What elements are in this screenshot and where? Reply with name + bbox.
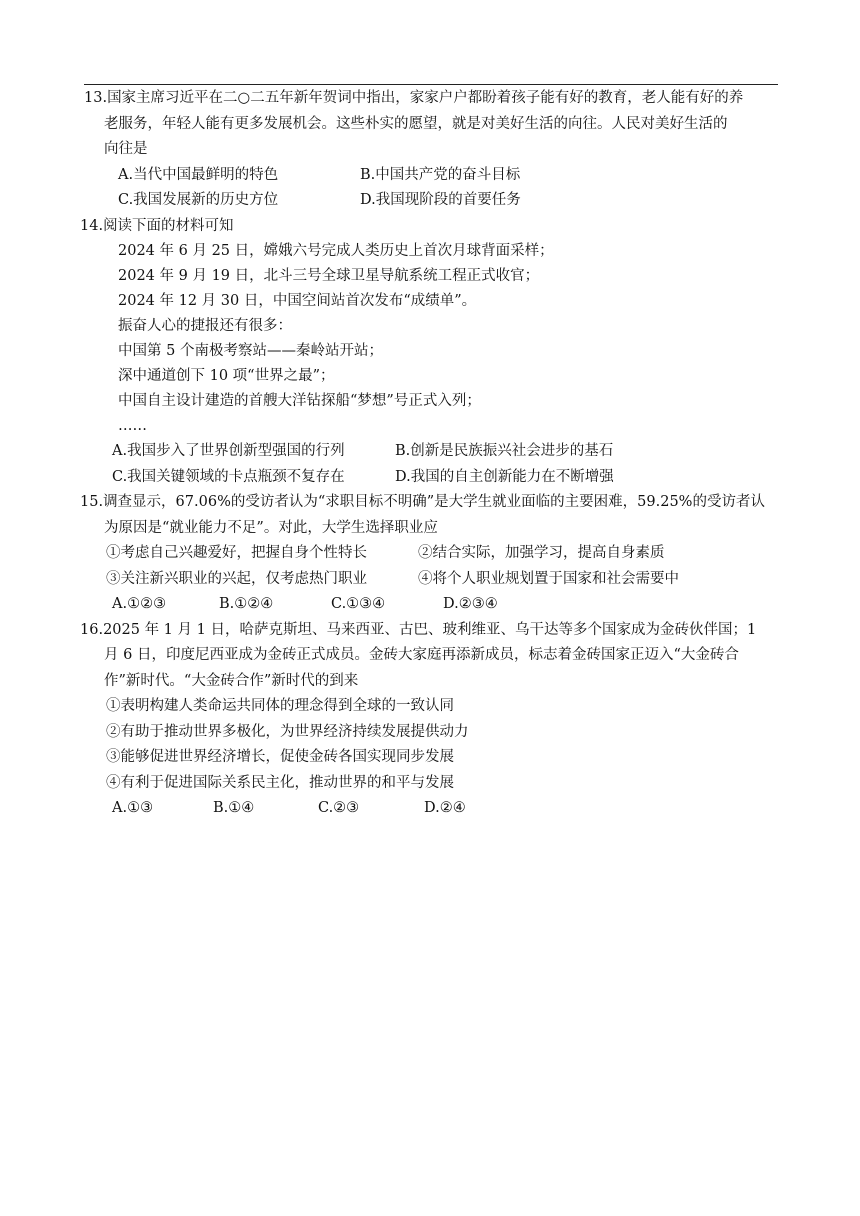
question-number: 13. xyxy=(84,90,108,106)
option-c[interactable]: C.我国关键领域的卡点瓶颈不复存在 xyxy=(112,468,345,485)
question-13-options-row-2 xyxy=(84,188,784,214)
question-13-line-3: 向往是 xyxy=(104,141,148,157)
question-15 xyxy=(80,490,784,618)
question-text: 国家主席习近平在二○二五年新年贺词中指出，家家户户都盼着孩子能有好的教育，老人能有好的养 xyxy=(107,90,744,106)
option-a[interactable]: A.①②③ xyxy=(112,596,167,612)
question-14-options-row-2 xyxy=(84,465,784,491)
option-c[interactable]: C.我国发展新的历史方位 xyxy=(118,192,279,208)
question-16 xyxy=(80,618,784,822)
option-d[interactable]: D.我国现阶段的首要任务 xyxy=(360,192,521,208)
option-c[interactable]: C.①③④ xyxy=(331,596,386,612)
material-line-4: 振奋人心的捷报还有很多： xyxy=(118,318,292,334)
question-text: 阅读下面的材料可知 xyxy=(103,217,234,234)
question-13-line-1 xyxy=(84,86,784,112)
option-b[interactable]: B.①④ xyxy=(213,800,255,816)
question-14 xyxy=(80,214,784,491)
question-13-options-row-1 xyxy=(84,163,784,189)
question-14-options-row-1 xyxy=(84,439,784,465)
question-15-line-1 xyxy=(80,490,784,516)
question-15-statements-row-2 xyxy=(84,567,784,593)
question-14-line-1 xyxy=(80,214,784,240)
question-16-line-2: 月 6 日，印度尼西亚成为金砖正式成员。金砖大家庭再添新成员，标志着金砖国家正迈入“大金砖合 xyxy=(104,647,739,663)
statement-1: ①考虑自己兴趣爱好，把握自身个性特长 xyxy=(106,545,367,561)
option-b[interactable]: B.中国共产党的奋斗目标 xyxy=(360,166,521,183)
question-number: 15. xyxy=(80,494,104,510)
question-16-options xyxy=(84,796,784,822)
material-line-1: 2024 年 6 月 25 日，嫦娥六号完成人类历史上首次月球背面采样； xyxy=(118,243,554,259)
option-b[interactable]: B.创新是民族振兴社会进步的基石 xyxy=(395,443,614,459)
statement-2: ②有助于推动世界多极化，为世界经济持续发展提供动力 xyxy=(106,723,469,740)
option-a[interactable]: A.我国步入了世界创新型强国的行列 xyxy=(112,443,345,459)
option-b[interactable]: B.①②④ xyxy=(219,596,274,612)
material-line-7: 中国自主设计建造的首艘大洋钻探船“梦想”号正式入列； xyxy=(118,393,481,409)
statement-3: ③能够促进世界经济增长，促使金砖各国实现同步发展 xyxy=(106,749,454,765)
question-15-options xyxy=(84,592,784,618)
option-d[interactable]: D.我国的自主创新能力在不断增强 xyxy=(395,468,614,485)
statement-4: ④将个人职业规划置于国家和社会需要中 xyxy=(418,570,679,587)
material-line-3: 2024 年 12 月 30 日，中国空间站首次发布“成绩单”。 xyxy=(118,293,477,309)
question-13 xyxy=(84,86,784,214)
option-d[interactable]: D.②③④ xyxy=(443,596,498,612)
statement-2: ②结合实际，加强学习，提高自身素质 xyxy=(418,545,665,561)
statement-3: ③关注新兴职业的兴起，仅考虑热门职业 xyxy=(106,570,367,587)
question-text: 调查显示，67.06%的受访者认为“求职目标不明确”是大学生就业面临的主要困难，59.25%的受访者认 xyxy=(103,494,765,510)
question-number: 14. xyxy=(80,217,104,234)
statement-4: ④有利于促进国际关系民主化，推动世界的和平与发展 xyxy=(106,774,454,791)
question-13-line-2: 老服务，年轻人能有更多发展机会。这些朴实的愿望，就是对美好生活的向往。人民对美好生活的 xyxy=(104,115,728,132)
material-line-8: …… xyxy=(118,418,147,434)
material-line-5: 中国第 5 个南极考察站——秦岭站开站； xyxy=(118,343,383,359)
option-c[interactable]: C.②③ xyxy=(318,800,360,816)
question-16-line-3: 作”新时代。“大金砖合作”新时代的到来 xyxy=(104,672,359,689)
header-rule xyxy=(84,84,778,85)
question-text: 2025 年 1 月 1 日，哈萨克斯坦、马来西亚、古巴、玻利维亚、乌干达等多个国家成为金砖伙伴国；1 xyxy=(103,621,757,638)
question-15-statements-row-1 xyxy=(84,541,784,567)
question-number: 16. xyxy=(80,621,104,638)
statement-1: ①表明构建人类命运共同体的理念得到全球的一致认同 xyxy=(106,698,454,714)
material-line-2: 2024 年 9 月 19 日，北斗三号全球卫星导航系统工程正式收官； xyxy=(118,268,540,284)
option-a[interactable]: A.①③ xyxy=(112,800,154,816)
question-16-line-1 xyxy=(80,618,784,644)
exam-page xyxy=(80,86,784,822)
material-line-6: 深中通道创下 10 项“世界之最”； xyxy=(118,368,335,384)
question-15-line-2: 为原因是“就业能力不足”。对此，大学生选择职业应 xyxy=(104,519,438,536)
option-d[interactable]: D.②④ xyxy=(424,800,466,816)
option-a[interactable]: A.当代中国最鲜明的特色 xyxy=(118,166,279,183)
